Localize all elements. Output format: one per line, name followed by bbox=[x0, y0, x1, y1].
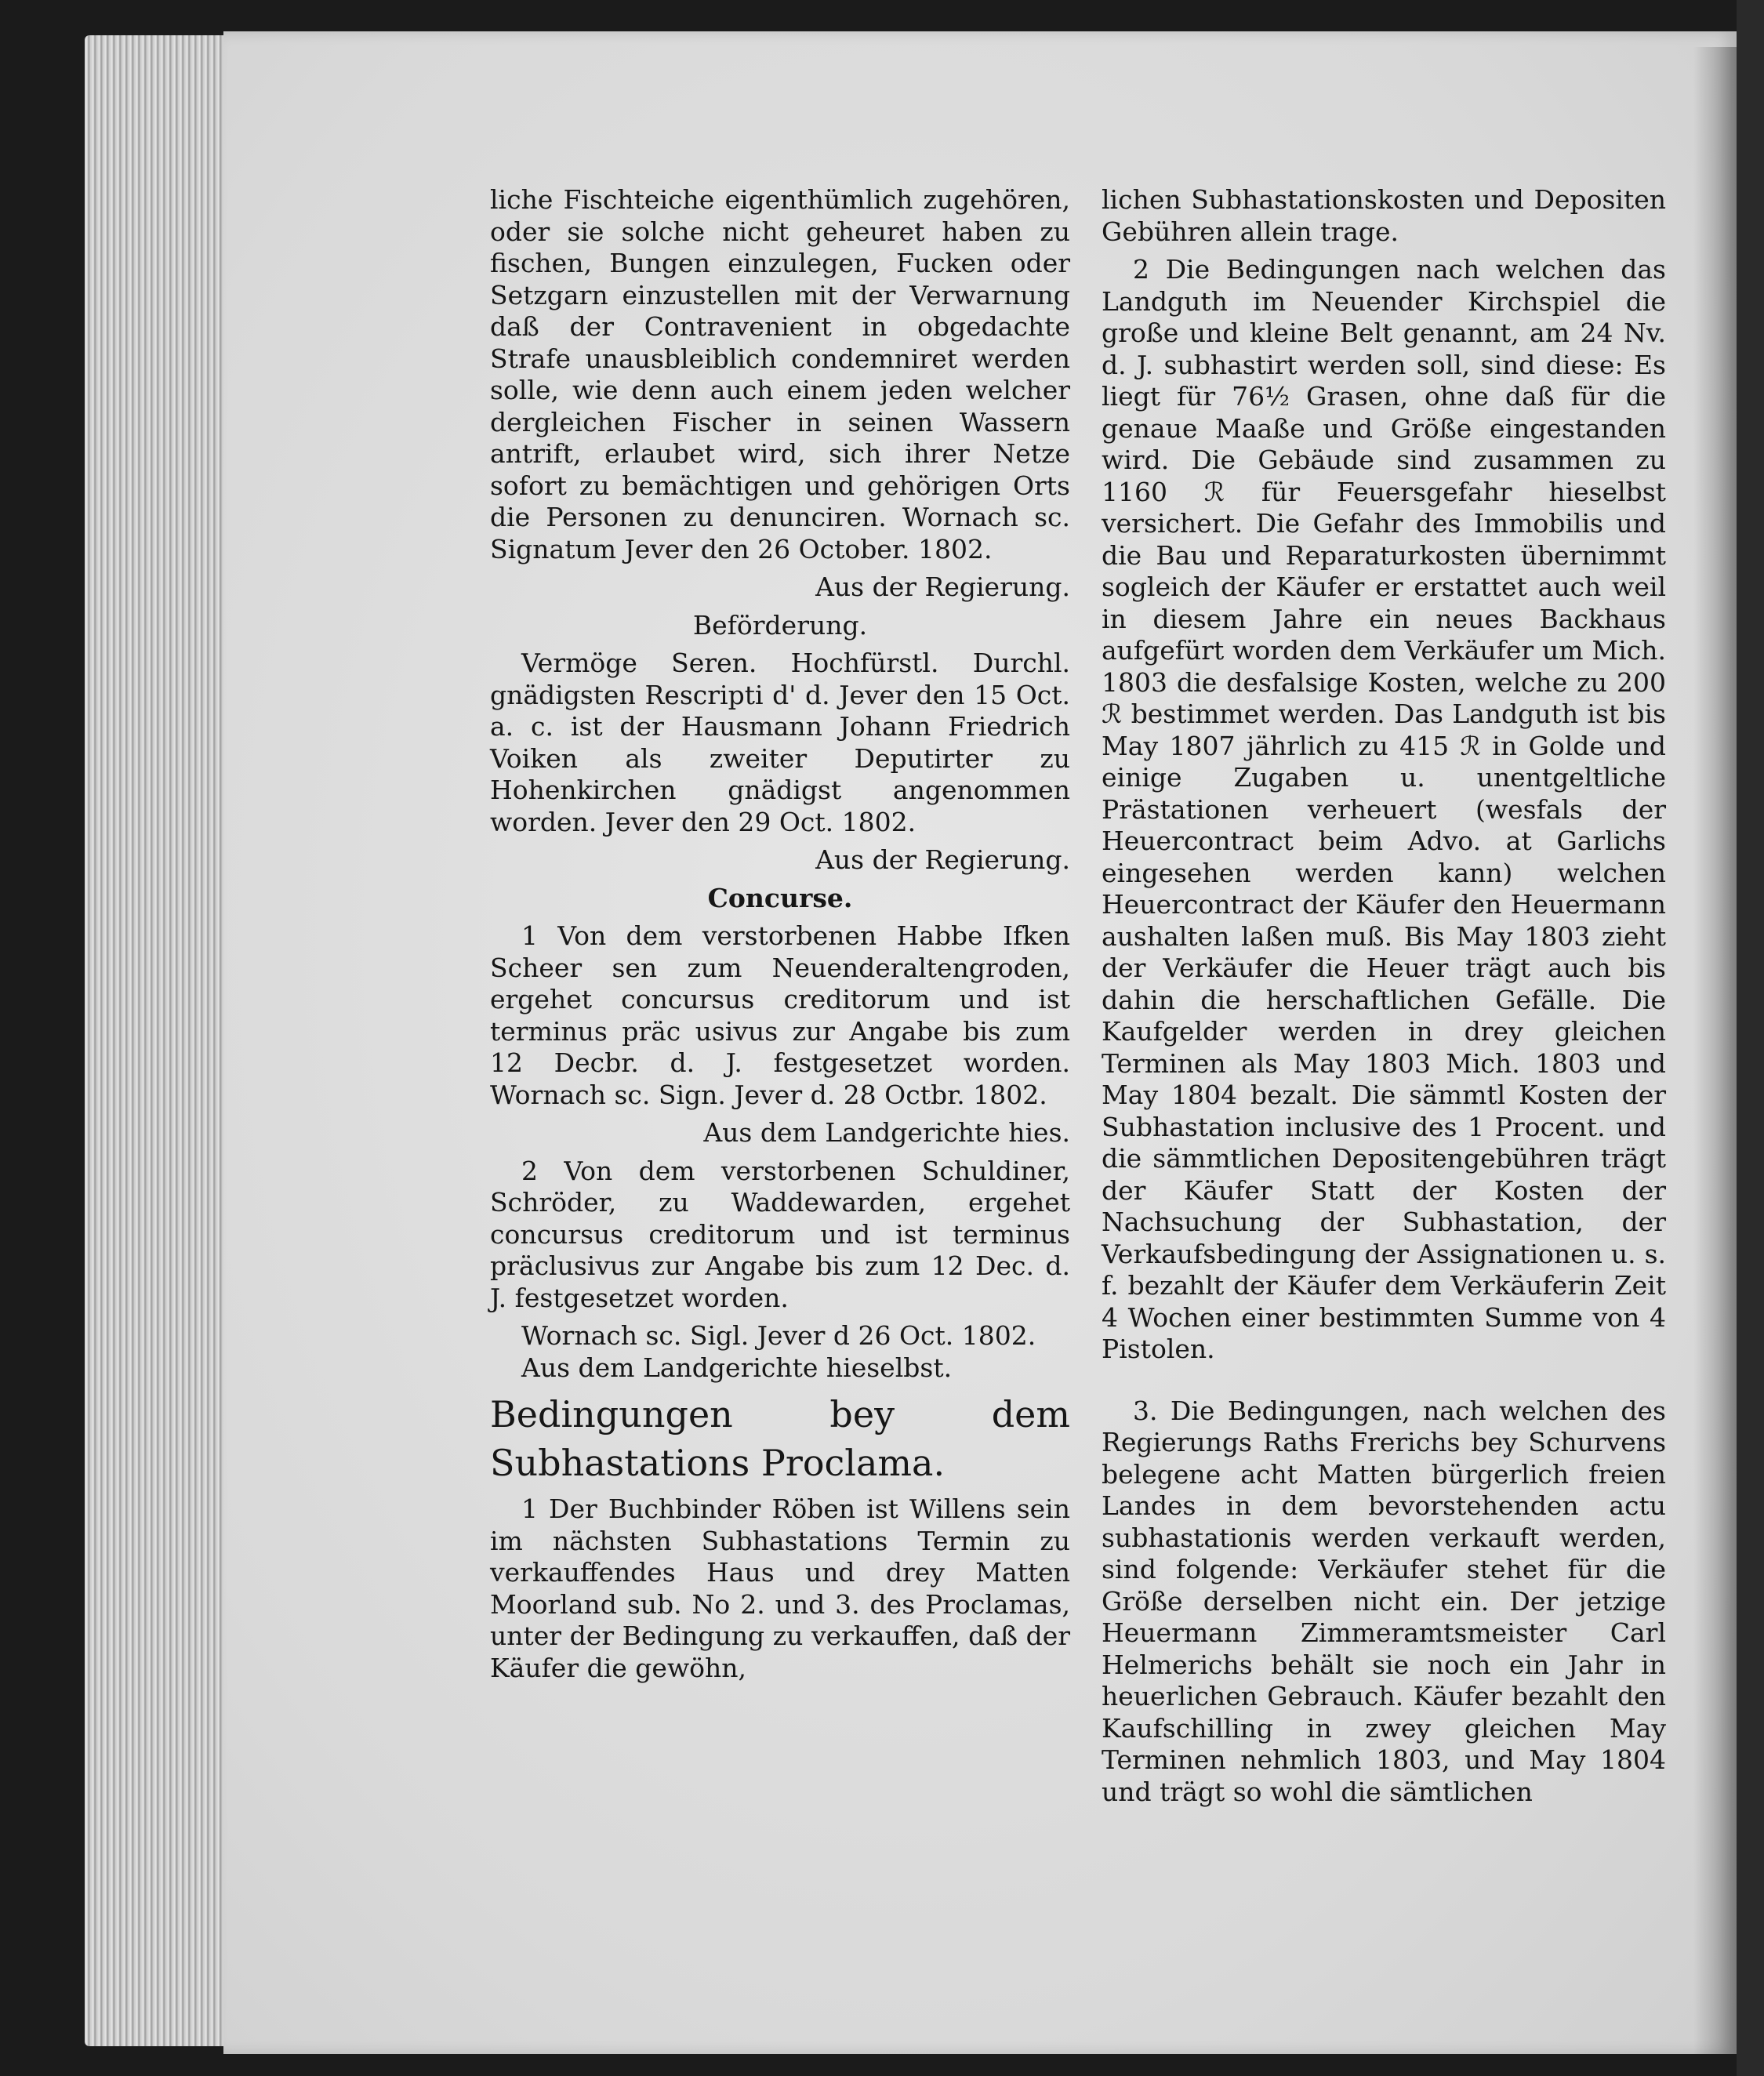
concurs-2-text: 2 Von dem verstorbenen Schuldiner, Schröder, zu Waddewarden, ergehet concursus creditorum und ist terminus präclusivus zur Angabe bis zum 12 Dec. d. J. festgesetzet worden. bbox=[490, 1155, 1070, 1313]
page-edges bbox=[85, 35, 234, 2046]
concurs-1-text: 1 Von dem verstorbenen Habbe Ifken Scheer sen zum Neuenderaltengroden, ergehet concursus creditorum und ist terminus präc usivus zur Angabe bis zum 12 Decbr. d. J. festgesetzet worden. Wornach sc. Sign. Jever d. 28 Octbr. 1802. bbox=[490, 920, 1070, 1110]
right-column bbox=[1102, 184, 1666, 1814]
fishing-notice-text: liche Fischteiche eigenthümlich zugehören, oder sie solche nicht geheuret haben zu fischen, Bungen einzulegen, Fucken oder Setzgarn einzustellen mit der Verwarnung daß der Contravenient in obgedachte Strafe unausbleiblich condemniret werden solle, wie denn auch einem jeden welcher dergleichen Fischer in seinen Wassern antrift, erlaubet wird, sich ihrer Netze sofort zu bemächtigen und gehörigen Orts die Personen zu denunciren. Wornach sc. Signatum Jever den 26 October. 1802. bbox=[490, 184, 1070, 564]
fishing-notice-signature: Aus der Regierung. bbox=[815, 572, 1070, 602]
condition-2-text: 2 Die Bedingungen nach welchen das Landguth im Neuender Kirchspiel die große und kleine Belt genannt, am 24 Nv. d. J. subhastirt werden soll, sind diese: Es liegt für 76½ Grasen, ohne daß für die genaue Maaße und Größe eingestanden wird. Die Gebäude sind zusammen zu 1160 ℛ für Feuersgefahr hieselbst versichert. Die Gefahr des Immobilis und die Bau und Reparaturkosten übernimmt sogleich der Käufer er erstattet auch weil in diesem Jahre ein neues Backhaus aufgefürt worden dem Verkäufer um Mich. 1803 die desfalsige Kosten, welche zu 200 ℛ bestimmet werden. Das Landguth ist bis May 1807 jährlich zu 415 ℛ in Golde und einige Zugaben u. unentgeltliche Prästationen verheuert (wesfals der Heuercontract beim Advo. at Garlichs eingesehen werden kann) welchen Heuercontract der Käufer den Heuermann aushalten laßen muß. Bis May 1803 zieht der Verkäufer die Heuer trägt auch bis dahin die herschaftlichen Gefälle. Die Kaufgelder werden in drey gleichen Terminen als May 1803 Mich. 1803 und May 1804 bezalt. Die sämmtl Kosten der Subhastation inclusive des 1 Procent. und die sämmtlichen Depositengebühren trägt der Käufer Statt der Kosten der Nachsuchung der Subhastation, der Verkaufsbedingung der Assignationen u. s. f. bezahlt der Käufer dem Verkäuferin Zeit 4 Wochen einer bestimmten Summe von 4 Pistolen. bbox=[1102, 254, 1666, 1364]
section-gap bbox=[1102, 1372, 1666, 1395]
promotion-signature: Aus der Regierung. bbox=[815, 844, 1070, 875]
promotion-text: Vermöge Seren. Hochfürstl. Durchl. gnädigsten Rescripti d' d. Jever den 15 Oct. a. c. ist der Hausmann Johann Friedrich Voiken als zweiter Deputirter zu Hohenkirchen gnädigst angenommen worden. Jever den 29 Oct. 1802. bbox=[490, 648, 1070, 837]
concurs-2-signature: Aus dem Landgerichte hieselbst. bbox=[521, 1352, 953, 1383]
left-column bbox=[490, 184, 1070, 1690]
heading-concurse: Concurse. bbox=[707, 882, 853, 913]
heading-befoerderung: Beförderung. bbox=[692, 609, 868, 641]
heading-subhastation-conditions: Bedingungen bey dem Subhastations Proclama. bbox=[490, 1393, 1070, 1484]
concurs-1-signature: Aus dem Landgerichte hies. bbox=[703, 1117, 1070, 1148]
spine-shadow bbox=[1693, 47, 1740, 2054]
condition-1-text: 1 Der Buchbinder Röben ist Willens sein im nächsten Subhastations Termin zu verkauffendes Haus und drey Matten Moorland sub. No 2. und 3. des Proclamas, unter der Bedingung zu verkauffen, daß der Käufer die gewöhn, bbox=[490, 1493, 1070, 1683]
concurs-2-line: Wornach sc. Sigl. Jever d 26 Oct. 1802. bbox=[521, 1320, 1036, 1351]
condition-3-text: 3. Die Bedingungen, nach welchen des Regierungs Raths Frerichs bey Schurvens belegene acht Matten bürgerlich freien Landes in dem bevorstehenden actu subhastationis werden verkauft werden, sind folgende: Verkäufer stehet für die Größe derselben nicht ein. Der jetzige Heuermann Zimmeramtsmeister Carl Helmerichs behält sie noch ein Jahr in heuerlichen Gebrauch. Käufer bezahlt den Kaufschilling in zwey gleichen May Terminen nehmlich 1803, und May 1804 und trägt so wohl die sämtlichen bbox=[1102, 1395, 1666, 1807]
condition-1-continued: lichen Subhastationskosten und Depositen Gebühren allein trage. bbox=[1102, 184, 1666, 247]
right-page-strip bbox=[1737, 0, 1764, 2076]
